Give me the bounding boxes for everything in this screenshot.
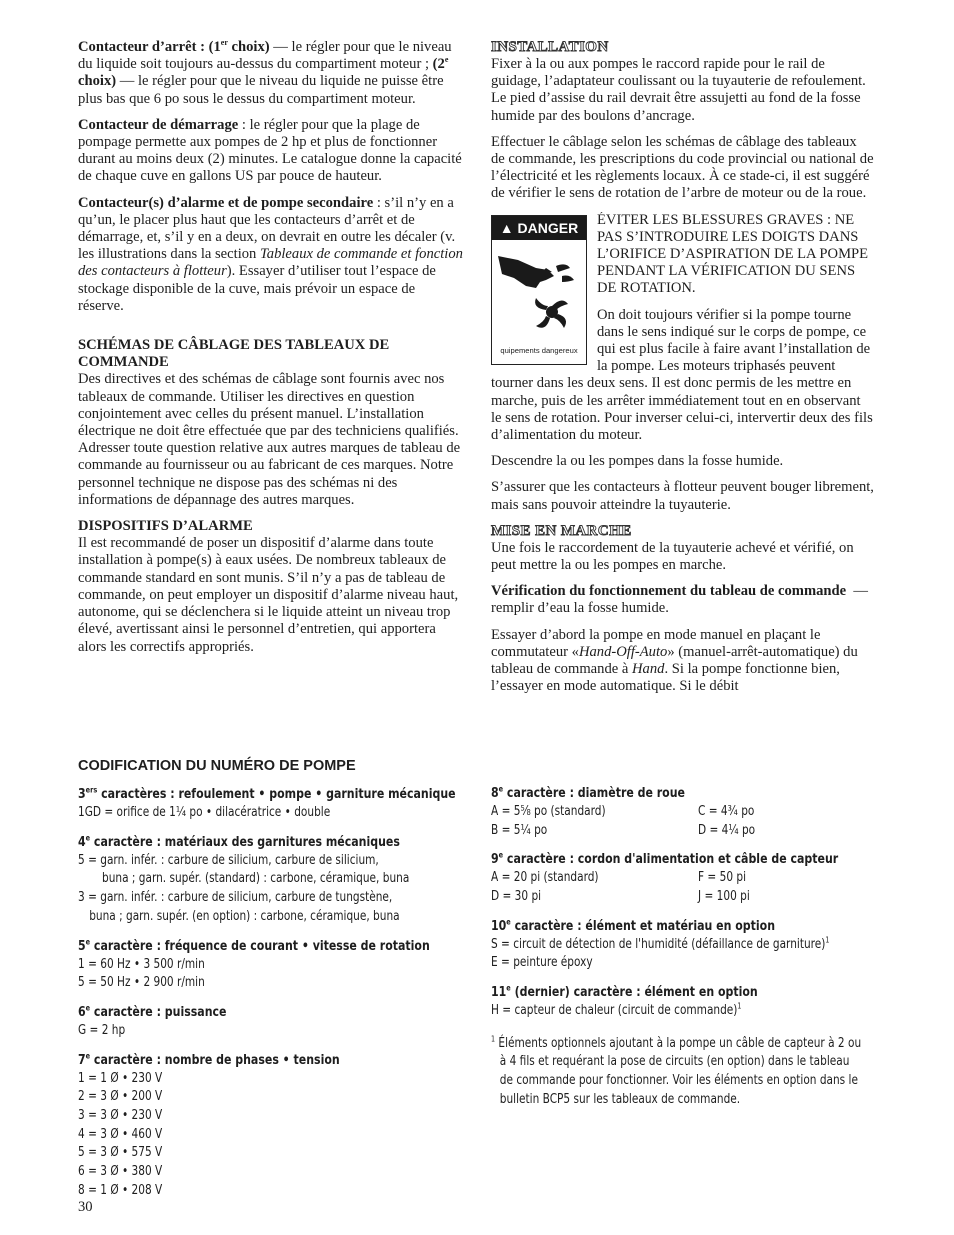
char-9-value: F = 50 pi [698,870,747,886]
footnote-line: bulletin BCP5 sur les tableaux de commande. [499,1091,741,1107]
char-7-heading: 7e caractère : nombre de phases • tension [78,1051,340,1068]
char-10-heading: 10e caractère : élément et matériau en option [491,917,776,934]
char-7-line: 5 = 3 Ø • 575 V [78,1145,163,1161]
startup-paragraph: Une fois le raccordement de la tuyauterie achevé et vérifié, on peut mettre la ou les pompes en marche. [491,539,854,574]
danger-caption: quipements dangereux [500,346,578,356]
char-5-line: 1 = 60 Hz • 3 500 r/min [78,956,205,972]
danger-symbol [491,215,587,365]
char-4-heading: 4e caractère : matériaux des garnitures mécaniques [78,833,400,850]
char-8-heading: 8e caractère : diamètre de roue [491,784,685,801]
char-6-line: G = 2 hp [78,1022,126,1038]
alarm-devices-heading: DISPOSITIFS D’ALARME [78,518,253,535]
char-10-line: E = peinture époxy [491,955,593,971]
rotation-paragraph: On doit toujours vérifier si la pompe tourne dans le sens indiqué sur le corps de pompe, ce qui est plus facile à faire avant l’installation de la pompe. Les moteurs triphasés peuvent tourner dans les deux sens. Il est donc permis de les mettre en marche, puis de les arrêter immédiatement tout en en observant le sens de rotation. Pour inverser celui-ci, intervertir deux des fils d’alimentation du moteur. [491,306,873,444]
char-8-row [491,822,891,841]
manual-mode-paragraph: Essayer d’abord la pompe en mode manuel en plaçant le commutateur «Hand-Off-Auto» (manuel-arrêt-automatique) du tableau de commande à Hand. Si la pompe fonctionne bien, l’essayer en mode automatique. Si le débit [491,626,858,695]
char-8-block [491,784,891,840]
char-10-line: S = circuit de détection de l'humidité (défaillance de garniture)$^1$ [491,935,830,952]
char-8-row [491,803,891,822]
footnote-line: de commande pour fonctionner. Voir les éléments en option dans le [499,1073,858,1089]
lower-pumps-paragraph: Descendre la ou les pompes dans la fosse humide. [491,453,784,470]
char-4-block [78,833,478,927]
char-11-block [491,983,891,1021]
stop-switch-paragraph: Contacteur d’arrêt : (1er choix) — le régler pour que le niveau du liquide soit toujours au-dessus du compartiment moteur ; (2e choix) — le régler pour que le niveau du liquide ne puisse être plus bas que 6 po sous le dessus du compartiment moteur. [78,38,452,107]
installation-heading: INSTALLATION [491,39,609,55]
danger-label: ▲ DANGER [492,216,586,240]
char-10-block [491,917,891,973]
char-7-line: 4 = 3 Ø • 460 V [78,1126,163,1142]
danger-warning-block [491,212,874,454]
codification-right-column [491,784,891,1109]
right-column [491,39,874,705]
char-3-line: 1GD = orifice de 1¼ po • dilacératrice • double [78,805,331,820]
installation-paragraph-2: Effectuer le câblage selon les schémas de câblage des tableaux de commande, les prescriptions du code provincial ou national de l’électricité et les règlements locaux. À ce stade-ci, il est suggéré de vérifier le sens de rotation de l’arbre de moteur ou de la roue. [491,133,874,202]
control-panel-check-paragraph: Vérification du fonctionnement du tableau de commande — remplir d’eau la fosse humide. [491,583,869,617]
codification-title: CODIFICATION DU NUMÉRO DE POMPE [78,758,356,774]
char-7-line: 6 = 3 Ø • 380 V [78,1164,163,1180]
footnote-line: $^1$ Éléments optionnels ajoutant à la pompe un câble de capteur à 2 ou [491,1034,862,1051]
char-3-heading: 3ers caractères : refoulement • pompe • garniture mécanique [78,785,456,802]
alarm-switch-paragraph: Contacteur(s) d’alarme et de pompe secondaire : s’il n’y en a qu’un, le placer plus haut que les contacteurs d’arrêt et de démarrage, et, s’il y en a deux, on devrait en outre les décaler (v. les illustrations dans la section Tableaux de commande et fonction des contacteurs à flotteur). Essayer d’utiliser tout l’espace de stockage disponible de la cuve, mais prévoir un espace de réserve. [78,194,463,314]
char-9-value: J = 100 pi [698,889,750,905]
page-number: 30 [78,1199,93,1215]
char-7-line: 1 = 1 Ø • 230 V [78,1070,163,1086]
startup-heading: MISE EN MARCHE [491,522,632,539]
char-7-line: 2 = 3 Ø • 200 V [78,1089,163,1105]
char-11-heading: 11e (dernier) caractère : élément en option [491,983,758,1001]
wiring-diagrams-paragraph: Des directives et des schémas de câblage sont fournis avec nos tableaux de commande. Utiliser les directives en question conjointement avec celles du présent manuel. L’installation électrique ne doit être effectuée que par des techniciens qualifiés. Adresser toute question relative aux autres marques de tableau de commande au fournisseur ou au fabricant de ces marques. Notre personnel technique ne dispose pas des schémas ni des informations de dépannage des autres marques. [78,371,461,508]
char-4-line: 3 = garn. infér. : carbure de silicium, carbure de tungstène, [78,890,393,906]
char-4-line: 5 = garn. infér. : carbure de silicium, carbure de silicium, [78,852,379,868]
char-9-value: A = 20 pi (standard) [491,870,599,886]
char-9-row [491,888,891,907]
char-4-line: buna ; garn. supér. (standard) : carbone, céramique, buna [102,871,410,887]
char-7-line: 3 = 3 Ø • 230 V [78,1108,163,1124]
codification-left-column [78,785,478,1211]
char-8-value: D = 4¼ po [698,822,756,838]
char-7-block [78,1051,478,1201]
char-9-block [491,850,891,906]
char-6-heading: 6e caractère : puissance [78,1003,227,1020]
char-9-heading: 9e caractère : cordon d'alimentation et câble de capteur [491,850,839,868]
char-3-block [78,785,478,823]
char-9-value: D = 30 pi [491,889,542,905]
left-column [78,39,464,665]
alarm-devices-paragraph: Il est recommandé de poser un dispositif d’alarme dans toute installation à pompe(s) à eaux usées. De nombreux tableaux de commande standard en sont munis. S’il n’y a pas de tableau de commande, on peut employer un dispositif d’alarme niveau haut, autonome, qui se déclenchera si le liquide atteint un niveau trop élevé, avertissant ainsi le personnel d’entretien, qui apportera alors les correctifs appropriés. [78,535,459,655]
char-6-block [78,1003,478,1041]
float-switch-paragraph: S’assurer que les contacteurs à flotteur peuvent bouger librement, mais sans pouvoir atteindre la tuyauterie. [491,479,874,513]
stop-switch-label: Contacteur d’arrêt : (1er choix) [78,38,270,55]
char-8-value: B = 5¼ po [491,822,548,838]
char-4-line: buna ; garn. supér. (en option) : carbone, céramique, buna [89,908,400,924]
footnote [491,1035,891,1109]
char-8-value: C = 4¾ po [698,804,755,819]
start-switch-paragraph: Contacteur de démarrage : le régler pour que la plage de pompage permette aux pompes de 2 hp et plus de fonctionner durant au moins deux (2) minutes. Le catalogue donne la capacité de chaque cuve en gallons US par pouce de hauteur. [78,116,462,185]
char-5-line: 5 = 50 Hz • 2 900 r/min [78,975,205,991]
char-7-line: 8 = 1 Ø • 208 V [78,1182,163,1198]
installation-paragraph-1: Fixer à la ou aux pompes le raccord rapide pour le rail de guidage, l’adaptateur coulissant ou la tuyauterie de refoulement. Le pied d’assise du rail devrait être assujetti au fond de la fosse humide par des boulons d’ancrage. [491,56,866,124]
hand-impeller-hazard-icon [496,246,582,338]
char-5-block [78,937,478,993]
char-9-row [491,869,891,888]
danger-warning-text: ÉVITER LES BLESSURES GRAVES : NE PAS S’INTRODUIRE LES DOIGTS DANS L’ORIFICE D’ASPIRATION DE LA POMPE PENDANT LA VÉRIFICATION DU SENS DE ROTATION. [597,211,869,297]
char-8-value: A = 5⅝ po (standard) [491,804,606,819]
char-11-line: H = capteur de chaleur (circuit de commande)$^1$ [491,1001,742,1019]
char-5-heading: 5e caractère : fréquence de courant • vitesse de rotation [78,937,430,954]
footnote-line: à 4 fils et requérant la pose de circuits (en option) dans le tableau [499,1054,850,1070]
warning-triangle-icon: ▲ [499,219,514,236]
wiring-diagrams-heading: SCHÉMAS DE CÂBLAGE DES TABLEAUX DE COMMANDE [78,337,390,371]
